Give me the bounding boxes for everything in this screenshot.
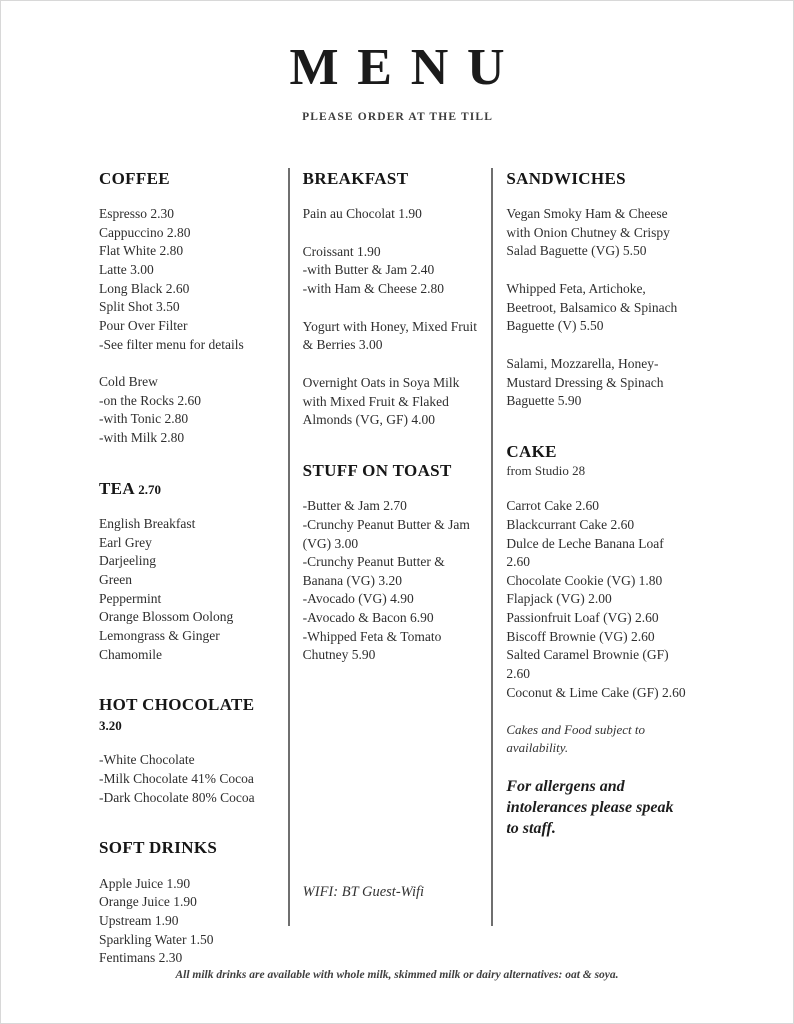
- section-heading: COFFEE: [99, 168, 170, 188]
- menu-group: [99, 751, 280, 807]
- menu-line: Earl Grey: [99, 534, 152, 550]
- menu-column-left: [99, 168, 288, 966]
- section-note: [506, 776, 687, 858]
- section-heading-price: 2.70: [134, 481, 161, 497]
- menu-line: Orange Juice 1.90: [99, 894, 197, 910]
- menu-group: [303, 374, 484, 430]
- menu-line: Salted Caramel Brownie (GF) 2.60: [506, 647, 669, 681]
- menu-line: Chamomile: [99, 646, 162, 662]
- menu-line: Orange Blossom Oolong: [99, 609, 234, 625]
- menu-line: Lemongrass & Ginger: [99, 627, 220, 643]
- menu-group: [99, 205, 280, 354]
- page-title: MENU: [289, 39, 524, 96]
- menu-line: -with Tonic 2.80: [99, 411, 189, 427]
- menu-line: Flat White 2.80: [99, 243, 184, 259]
- menu-line: Cakes and Food subject to availability.: [506, 722, 645, 756]
- order-instruction: PLEASE ORDER AT THE TILL: [302, 110, 494, 123]
- menu-line: Apple Juice 1.90: [99, 875, 191, 891]
- menu-line: Sparkling Water 1.50: [99, 931, 214, 947]
- menu-line: Passionfruit Loaf (VG) 2.60: [506, 610, 659, 625]
- menu-line: -White Chocolate: [99, 752, 195, 768]
- menu-column-middle: [288, 168, 492, 926]
- menu-line: -Crunchy Peanut Butter & Jam (VG) 3.00: [302, 516, 470, 551]
- menu-group: [99, 373, 280, 448]
- section-soft-drinks: [99, 826, 280, 987]
- section-heading: TEA 2.70: [99, 478, 161, 498]
- menu-line: Green: [99, 572, 132, 588]
- section-stuff-on-toast: [303, 449, 484, 684]
- menu-line: Cold Brew: [99, 374, 158, 390]
- menu-group: [303, 318, 484, 355]
- menu-line: Croissant 1.90: [302, 243, 381, 259]
- section-note: [303, 882, 484, 926]
- menu-line: Darjeeling: [99, 553, 156, 569]
- section-cake: [506, 430, 687, 721]
- section-note: [506, 721, 687, 776]
- section-heading: SOFT DRINKS: [99, 838, 218, 858]
- menu-group: [506, 205, 687, 261]
- menu-line: -See filter menu for details: [99, 336, 244, 352]
- menu-line: Peppermint: [99, 590, 162, 606]
- menu-line: Coconut & Lime Cake (GF) 2.60: [506, 684, 686, 700]
- menu-line: Pour Over Filter: [99, 317, 188, 333]
- section-sandwiches: [506, 168, 687, 430]
- menu-line: -Butter & Jam 2.70: [302, 498, 407, 514]
- menu-group: [506, 280, 687, 336]
- section-heading: CAKE: [506, 441, 557, 461]
- menu-line: Latte 3.00: [99, 262, 154, 278]
- menu-line: Salami, Mozzarella, Honey-Mustard Dressing & Spinach Baguette 5.90: [506, 355, 664, 409]
- menu-line: -Milk Chocolate 41% Cocoa: [99, 770, 254, 786]
- menu-line: Yogurt with Honey, Mixed Fruit & Berries 3.00: [302, 318, 478, 353]
- menu-line: -Whipped Feta & Tomato Chutney 5.90: [302, 628, 442, 663]
- menu-line: Split Shot 3.50: [99, 299, 180, 315]
- menu-group: [303, 497, 484, 665]
- section-heading: STUFF ON TOAST: [302, 460, 452, 480]
- menu-line: Vegan Smoky Ham & Cheese with Onion Chutney & Crispy Salad Baguette (VG) 5.50: [506, 206, 670, 259]
- menu-group: [303, 243, 484, 299]
- menu-group: [303, 882, 484, 902]
- menu-line: -Avocado (VG) 4.90: [302, 591, 414, 607]
- menu-group: [506, 355, 687, 411]
- menu-line: English Breakfast: [99, 516, 196, 532]
- menu-line: Pain au Chocolat 1.90: [302, 206, 422, 222]
- menu-group: [506, 776, 687, 839]
- menu-line: -with Ham & Cheese 2.80: [302, 281, 445, 297]
- menu-line: -Avocado & Bacon 6.90: [302, 610, 434, 626]
- section-tea: [99, 467, 280, 684]
- section-heading-price: 3.20: [99, 717, 122, 733]
- menu-line: -with Milk 2.80: [99, 430, 185, 446]
- menu-line: Dulce de Leche Banana Loaf 2.60: [506, 535, 664, 570]
- menu-line: Blackcurrant Cake 2.60: [506, 516, 635, 532]
- menu-line: Fentimans 2.30: [99, 950, 183, 966]
- menu-line: For allergens and intolerances please speak to staff.: [506, 778, 674, 838]
- menu-line: Long Black 2.60: [99, 280, 190, 296]
- section-coffee: [99, 168, 280, 467]
- menu-group: [303, 205, 484, 224]
- menu-line: Upstream 1.90: [99, 912, 179, 928]
- menu-line: Overnight Oats in Soya Milk with Mixed Fruit & Flaked Almonds (VG, GF) 4.00: [302, 374, 460, 428]
- menu-columns: [99, 168, 695, 966]
- menu-line: -with Butter & Jam 2.40: [302, 262, 435, 278]
- menu-group: [99, 875, 280, 968]
- menu-line: -Dark Chocolate 80% Cocoa: [99, 789, 255, 805]
- menu-line: -Crunchy Peanut Butter & Banana (VG) 3.20: [302, 554, 445, 588]
- menu-group: [506, 721, 687, 757]
- menu-group: [99, 515, 280, 664]
- menu-line: Flapjack (VG) 2.00: [506, 591, 612, 607]
- section-subheading: from Studio 28: [506, 463, 586, 479]
- section-hot-chocolate: [99, 683, 280, 826]
- milk-note: All milk drinks are available with whole milk, skimmed milk or dairy alternatives: oat & soya.: [175, 969, 619, 981]
- section-heading: HOT CHOCOLATE 3.20: [99, 695, 255, 733]
- menu-group: [506, 497, 687, 702]
- menu-line: WIFI: BT Guest-Wifi: [302, 883, 425, 900]
- section-breakfast: [303, 168, 484, 449]
- menu-column-right: [491, 168, 695, 926]
- section-heading: SANDWICHES: [506, 168, 626, 188]
- menu-line: Biscoff Brownie (VG) 2.60: [506, 628, 655, 644]
- section-heading: BREAKFAST: [302, 168, 409, 188]
- menu-line: Carrot Cake 2.60: [506, 498, 599, 514]
- menu-line: Whipped Feta, Artichoke, Beetroot, Balsamico & Spinach Baguette (V) 5.50: [506, 281, 678, 334]
- menu-line: -on the Rocks 2.60: [99, 392, 201, 408]
- menu-line: Espresso 2.30: [99, 206, 174, 222]
- menu-line: Chocolate Cookie (VG) 1.80: [506, 572, 663, 588]
- menu-line: Cappuccino 2.80: [99, 224, 191, 240]
